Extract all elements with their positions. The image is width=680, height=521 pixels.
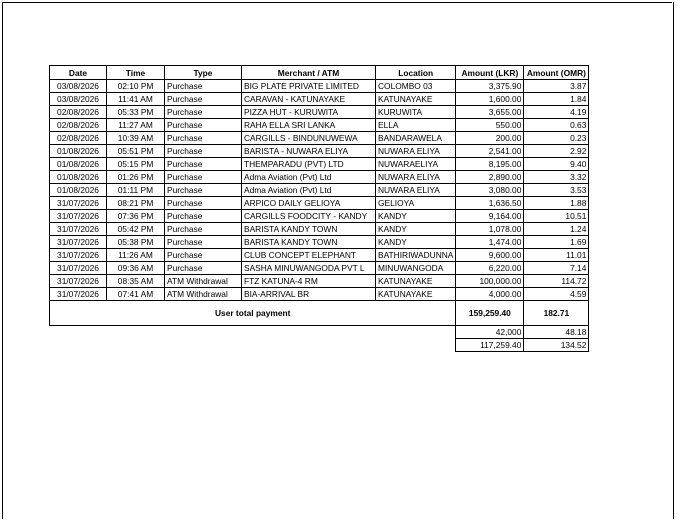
cell-amount-lkr: 9,600.00 (456, 249, 524, 262)
cell-amount-omr: 1.88 (524, 197, 589, 210)
cell-merchant: BARISTA - NUWARA ELIYA (242, 145, 376, 158)
cell-amount-lkr: 3,655.00 (456, 106, 524, 119)
total-amount-lkr: 159,259.40 (456, 301, 524, 326)
cell-type: Purchase (165, 80, 242, 93)
table-row (50, 288, 589, 301)
cell-merchant: BIA-ARRIVAL BR (242, 288, 376, 301)
cell-amount-lkr: 1,636.50 (456, 197, 524, 210)
extra-row (50, 339, 589, 352)
cell-time: 08:21 PM (107, 197, 165, 210)
cell-amount-omr: 7.14 (524, 262, 589, 275)
table-row (50, 275, 589, 288)
cell-time: 10:39 AM (107, 132, 165, 145)
cell-amount-omr: 9.40 (524, 158, 589, 171)
cell-date: 31/07/2026 (50, 262, 107, 275)
table-row (50, 262, 589, 275)
cell-merchant: CARGILLS FOODCITY - KANDY (242, 210, 376, 223)
cell-location: NUWARA ELIYA (376, 184, 456, 197)
table-row (50, 80, 589, 93)
cell-time: 05:51 PM (107, 145, 165, 158)
cell-amount-lkr: 3,375.90 (456, 80, 524, 93)
cell-time: 08:35 AM (107, 275, 165, 288)
cell-location: ELLA (376, 119, 456, 132)
cell-date: 02/08/2026 (50, 119, 107, 132)
cell-merchant: BARISTA KANDY TOWN (242, 236, 376, 249)
cell-location: KATUNAYAKE (376, 275, 456, 288)
cell-merchant: RAHA ELLA SRI LANKA (242, 119, 376, 132)
cell-time: 11:26 AM (107, 249, 165, 262)
transactions-body (50, 80, 589, 352)
cell-date: 31/07/2026 (50, 223, 107, 236)
page-right-edge (673, 2, 674, 519)
cell-merchant: CARGILLS - BINDUNUWEWA (242, 132, 376, 145)
cell-time: 11:27 AM (107, 119, 165, 132)
cell-date: 03/08/2026 (50, 80, 107, 93)
cell-date: 01/08/2026 (50, 171, 107, 184)
extra-row (50, 326, 589, 339)
cell-time: 01:26 PM (107, 171, 165, 184)
cell-amount-lkr: 2,541.00 (456, 145, 524, 158)
cell-type: Purchase (165, 132, 242, 145)
cell-location: MINUWANGODA (376, 262, 456, 275)
cell-type: Purchase (165, 171, 242, 184)
table-row (50, 236, 589, 249)
table-row (50, 197, 589, 210)
cell-date: 31/07/2026 (50, 236, 107, 249)
cell-location: BANDARAWELA (376, 132, 456, 145)
cell-type: Purchase (165, 158, 242, 171)
cell-amount-lkr: 3,080.00 (456, 184, 524, 197)
cell-date: 31/07/2026 (50, 249, 107, 262)
col-header-time: Time (107, 66, 165, 80)
cell-amount-omr: 1.69 (524, 236, 589, 249)
cell-date: 02/08/2026 (50, 132, 107, 145)
cell-amount-omr: 2.92 (524, 145, 589, 158)
cell-location: COLOMBO 03 (376, 80, 456, 93)
cell-date: 31/07/2026 (50, 210, 107, 223)
cell-time: 05:15 PM (107, 158, 165, 171)
cell-date: 31/07/2026 (50, 288, 107, 301)
cell-date: 03/08/2026 (50, 93, 107, 106)
cell-type: Purchase (165, 249, 242, 262)
cell-type: Purchase (165, 210, 242, 223)
table-row (50, 158, 589, 171)
cell-amount-omr: 0.23 (524, 132, 589, 145)
cell-date: 31/07/2026 (50, 197, 107, 210)
table-row (50, 106, 589, 119)
cell-location: NUWARA ELIYA (376, 145, 456, 158)
extra-amount-omr: 48.18 (524, 326, 589, 339)
cell-merchant: SASHA MINUWANGODA PVT L (242, 262, 376, 275)
cell-amount-omr: 4.59 (524, 288, 589, 301)
cell-location: KANDY (376, 223, 456, 236)
cell-amount-lkr: 1,474.00 (456, 236, 524, 249)
cell-time: 05:42 PM (107, 223, 165, 236)
cell-time: 05:38 PM (107, 236, 165, 249)
table-row (50, 145, 589, 158)
cell-time: 01:11 PM (107, 184, 165, 197)
cell-type: Purchase (165, 119, 242, 132)
col-header-merchant: Merchant / ATM (242, 66, 376, 80)
cell-amount-lkr: 8,195.00 (456, 158, 524, 171)
cell-amount-lkr: 4,000.00 (456, 288, 524, 301)
cell-merchant: BIG PLATE PRIVATE LIMITED (242, 80, 376, 93)
cell-time: 11:41 AM (107, 93, 165, 106)
cell-merchant: BARISTA KANDY TOWN (242, 223, 376, 236)
cell-time: 07:36 PM (107, 210, 165, 223)
total-amount-omr: 182.71 (524, 301, 589, 326)
cell-merchant: PIZZA HUT - KURUWITA (242, 106, 376, 119)
extra-amount-lkr: 42,000 (456, 326, 524, 339)
cell-type: Purchase (165, 184, 242, 197)
cell-amount-omr: 1.84 (524, 93, 589, 106)
cell-amount-omr: 3.32 (524, 171, 589, 184)
cell-date: 31/07/2026 (50, 275, 107, 288)
cell-merchant: Adma Aviation (Pvt) Ltd (242, 184, 376, 197)
header-row (50, 66, 589, 80)
transactions-table (49, 65, 589, 352)
cell-merchant: Adma Aviation (Pvt) Ltd (242, 171, 376, 184)
cell-merchant: FTZ KATUNA-4 RM (242, 275, 376, 288)
cell-amount-omr: 3.87 (524, 80, 589, 93)
col-header-amount-lkr: Amount (LKR) (456, 66, 524, 80)
cell-amount-omr: 1.24 (524, 223, 589, 236)
cell-type: Purchase (165, 262, 242, 275)
cell-type: Purchase (165, 93, 242, 106)
table-row (50, 223, 589, 236)
cell-amount-lkr: 6,220.00 (456, 262, 524, 275)
cell-date: 02/08/2026 (50, 106, 107, 119)
cell-amount-omr: 11.01 (524, 249, 589, 262)
cell-type: Purchase (165, 223, 242, 236)
cell-date: 01/08/2026 (50, 145, 107, 158)
cell-location: BATHIRIWADUNNA (376, 249, 456, 262)
cell-type: Purchase (165, 236, 242, 249)
cell-type: Purchase (165, 145, 242, 158)
table-row (50, 132, 589, 145)
table-row (50, 93, 589, 106)
cell-location: NUWARAELIYA (376, 158, 456, 171)
cell-location: GELIOYA (376, 197, 456, 210)
table-row (50, 184, 589, 197)
cell-location: KURUWITA (376, 106, 456, 119)
cell-time: 09:36 AM (107, 262, 165, 275)
cell-amount-lkr: 2,890.00 (456, 171, 524, 184)
cell-type: ATM Withdrawal (165, 275, 242, 288)
cell-amount-lkr: 9,164.00 (456, 210, 524, 223)
cell-amount-lkr: 100,000.00 (456, 275, 524, 288)
table-row (50, 171, 589, 184)
cell-merchant: ARPICO DAILY GELIOYA (242, 197, 376, 210)
cell-amount-lkr: 1,078.00 (456, 223, 524, 236)
col-header-date: Date (50, 66, 107, 80)
col-header-amount-omr: Amount (OMR) (524, 66, 589, 80)
col-header-type: Type (165, 66, 242, 80)
cell-amount-omr: 0.63 (524, 119, 589, 132)
total-row (50, 301, 589, 326)
cell-amount-lkr: 550.00 (456, 119, 524, 132)
cell-date: 01/08/2026 (50, 184, 107, 197)
table-row (50, 210, 589, 223)
cell-location: NUWARA ELIYA (376, 171, 456, 184)
cell-amount-omr: 4.19 (524, 106, 589, 119)
cell-amount-omr: 3.53 (524, 184, 589, 197)
cell-location: KATUNAYAKE (376, 288, 456, 301)
cell-amount-lkr: 1,600.00 (456, 93, 524, 106)
cell-type: Purchase (165, 106, 242, 119)
cell-time: 05:33 PM (107, 106, 165, 119)
table-row (50, 119, 589, 132)
cell-merchant: CARAVAN - KATUNAYAKE (242, 93, 376, 106)
cell-amount-omr: 114.72 (524, 275, 589, 288)
cell-date: 01/08/2026 (50, 158, 107, 171)
cell-location: KATUNAYAKE (376, 93, 456, 106)
cell-time: 02:10 PM (107, 80, 165, 93)
extra-amount-lkr: 117,259.40 (456, 339, 524, 352)
cell-time: 07:41 AM (107, 288, 165, 301)
cell-amount-omr: 10.51 (524, 210, 589, 223)
cell-location: KANDY (376, 236, 456, 249)
cell-type: ATM Withdrawal (165, 288, 242, 301)
cell-merchant: THEMPARADU (PVT) LTD (242, 158, 376, 171)
cell-type: Purchase (165, 197, 242, 210)
col-header-location: Location (376, 66, 456, 80)
total-label: User total payment (50, 301, 456, 326)
cell-amount-lkr: 200.00 (456, 132, 524, 145)
cell-location: KANDY (376, 210, 456, 223)
cell-merchant: CLUB CONCEPT ELEPHANT (242, 249, 376, 262)
table-row (50, 249, 589, 262)
extra-amount-omr: 134.52 (524, 339, 589, 352)
